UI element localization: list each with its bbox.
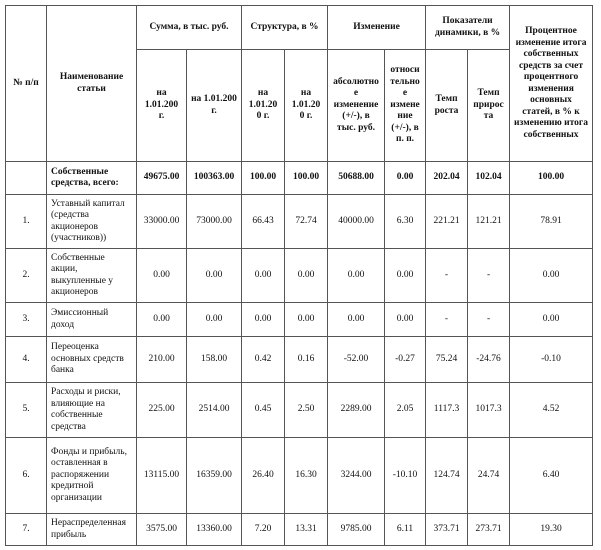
row-value: 0.45	[242, 383, 285, 438]
row-name: Расходы и риски, влияющие на собственные средства	[47, 383, 137, 438]
row-value: 3244.00	[328, 438, 385, 514]
table-wrapper	[5, 5, 593, 546]
header-rel-change: относительное изменение (+/-), в п. п.	[385, 50, 426, 162]
row-value: 273.71	[468, 514, 510, 546]
row-value: 2.05	[385, 383, 426, 438]
table-body	[6, 162, 593, 546]
row-name: Эмиссионный доход	[47, 303, 137, 337]
row-value: 9785.00	[328, 514, 385, 546]
row-name: Уставный капитал (средства акционеров (участников))	[47, 195, 137, 249]
row-value: 100363.00	[187, 162, 242, 195]
table-row	[6, 195, 593, 249]
row-number	[6, 162, 47, 195]
row-value: 78.91	[510, 195, 593, 249]
row-name: Собственные средства, всего:	[47, 162, 137, 195]
header-structure-date-2: на 1.01.20 0 г.	[285, 50, 328, 162]
header-change: Изменение	[328, 6, 426, 50]
row-value: 210.00	[137, 337, 187, 383]
table-row	[6, 337, 593, 383]
row-value: 73000.00	[187, 195, 242, 249]
row-value: -0.10	[510, 337, 593, 383]
row-value: 72.74	[285, 195, 328, 249]
row-value: 26.40	[242, 438, 285, 514]
row-value: 0.00	[385, 303, 426, 337]
row-number: 4.	[6, 337, 47, 383]
row-value: 0.00	[187, 249, 242, 303]
table-row	[6, 438, 593, 514]
row-value: -	[468, 249, 510, 303]
table-row	[6, 383, 593, 438]
row-value: -24.76	[468, 337, 510, 383]
row-value: -	[468, 303, 510, 337]
row-value: 13360.00	[187, 514, 242, 546]
row-value: 3575.00	[137, 514, 187, 546]
row-value: 66.43	[242, 195, 285, 249]
row-value: 0.00	[385, 249, 426, 303]
header-name: Наименование статьи	[47, 6, 137, 162]
header-abs-change: абсолютное изменение (+/-), в тыс. руб.	[328, 50, 385, 162]
header-no: № п/п	[6, 6, 47, 162]
row-value: 7.20	[242, 514, 285, 546]
row-value: 0.00	[328, 303, 385, 337]
row-value: 0.42	[242, 337, 285, 383]
row-value: 1017.3	[468, 383, 510, 438]
row-value: 100.00	[285, 162, 328, 195]
header-growth-rate: Темп роста	[426, 50, 468, 162]
row-value: 0.00	[137, 249, 187, 303]
row-value: 225.00	[137, 383, 187, 438]
row-value: 13115.00	[137, 438, 187, 514]
header-structure: Структура, в %	[242, 6, 328, 50]
row-name: Переоценка основных средств банка	[47, 337, 137, 383]
row-value: 50688.00	[328, 162, 385, 195]
row-value: 6.30	[385, 195, 426, 249]
header-pct-change: Процентное изменение итога собственных средств за счет процентного изменения основных статей, в % к изменению итога собственных	[510, 6, 593, 162]
row-value: 6.40	[510, 438, 593, 514]
row-number: 5.	[6, 383, 47, 438]
row-value: 0.00	[137, 303, 187, 337]
row-number: 2.	[6, 249, 47, 303]
row-value: 0.00	[187, 303, 242, 337]
row-value: 158.00	[187, 337, 242, 383]
row-value: 16.30	[285, 438, 328, 514]
row-value: 0.00	[328, 249, 385, 303]
row-name: Нераспределенная прибыль	[47, 514, 137, 546]
row-value: 4.52	[510, 383, 593, 438]
row-value: 49675.00	[137, 162, 187, 195]
row-value: 0.16	[285, 337, 328, 383]
header-sum-date-1: на 1.01.200 г.	[137, 50, 187, 162]
header-row-1	[6, 6, 593, 50]
header-sum: Сумма, в тыс. руб.	[137, 6, 242, 50]
table-row	[6, 303, 593, 337]
row-value: 0.00	[285, 303, 328, 337]
row-number: 1.	[6, 195, 47, 249]
header-increase-rate: Темп прироста	[468, 50, 510, 162]
row-value: 2.50	[285, 383, 328, 438]
row-value: 124.74	[426, 438, 468, 514]
row-name: Фонды и прибыль, оставленная в распоряжении кредитной организации	[47, 438, 137, 514]
row-value: 6.11	[385, 514, 426, 546]
row-value: 102.04	[468, 162, 510, 195]
row-value: -0.27	[385, 337, 426, 383]
equity-analysis-table	[5, 5, 593, 546]
row-number: 3.	[6, 303, 47, 337]
row-number: 7.	[6, 514, 47, 546]
table-row	[6, 249, 593, 303]
row-value: 0.00	[285, 249, 328, 303]
row-value: 0.00	[242, 303, 285, 337]
row-value: 40000.00	[328, 195, 385, 249]
row-value: 0.00	[242, 249, 285, 303]
header-structure-date-1: на 1.01.20 0 г.	[242, 50, 285, 162]
row-value: 24.74	[468, 438, 510, 514]
row-value: 0.00	[385, 162, 426, 195]
row-number: 6.	[6, 438, 47, 514]
row-value: 100.00	[510, 162, 593, 195]
row-value: 1117.3	[426, 383, 468, 438]
row-value: 33000.00	[137, 195, 187, 249]
row-value: 0.00	[510, 249, 593, 303]
row-value: 16359.00	[187, 438, 242, 514]
row-value: 121.21	[468, 195, 510, 249]
row-value: 2514.00	[187, 383, 242, 438]
row-value: -	[426, 303, 468, 337]
row-value: 13.31	[285, 514, 328, 546]
header-dynamics: Показатели динамики, в %	[426, 6, 510, 50]
table-row	[6, 162, 593, 195]
table-row	[6, 514, 593, 546]
row-value: 2289.00	[328, 383, 385, 438]
header-sum-date-2: на 1.01.200 г.	[187, 50, 242, 162]
row-value: -	[426, 249, 468, 303]
row-value: 202.04	[426, 162, 468, 195]
row-value: 373.71	[426, 514, 468, 546]
row-value: -52.00	[328, 337, 385, 383]
row-value: -10.10	[385, 438, 426, 514]
row-value: 100.00	[242, 162, 285, 195]
row-value: 19.30	[510, 514, 593, 546]
row-value: 0.00	[510, 303, 593, 337]
row-value: 75.24	[426, 337, 468, 383]
row-value: 221.21	[426, 195, 468, 249]
row-name: Собственные акции, выкупленные у акционеров	[47, 249, 137, 303]
